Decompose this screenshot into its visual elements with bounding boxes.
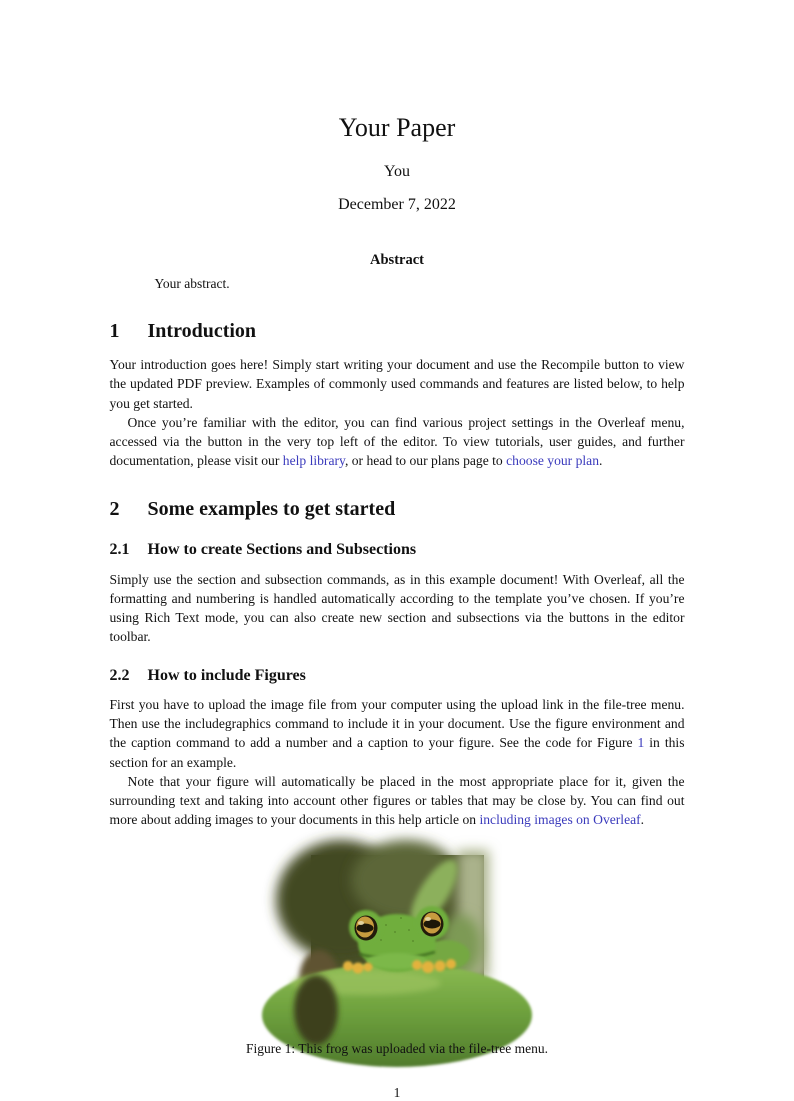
frog-photo xyxy=(311,855,484,1024)
section-2-1-title: How to create Sections and Subsections xyxy=(147,541,417,559)
figures-paragraph-2-text: Note that your figure will automatically be placed in the most appropriate place for it, given the surrounding text and taking into account other figures or tables that may be close by. You can find out more about adding images to your documents in this help article on xyxy=(109,773,685,828)
intro-paragraph-2 xyxy=(110,413,685,471)
paper-author: You xyxy=(384,163,410,181)
section-2-1-number: 2.1 xyxy=(109,541,130,559)
section-1-number: 1 xyxy=(109,320,120,343)
section-2-2-heading xyxy=(110,667,685,685)
figures-paragraph-1-text: First you have to upload the image file from your computer using the upload link in the file-tree menu. Then use the includegraphics command to include it in your document. Use the figure environment and the caption command to add a number and a caption to your figure. See the code for Figure xyxy=(109,697,685,751)
section-2-title: Some examples to get started xyxy=(147,498,396,521)
intro-paragraph-2-text: , or head to our plans page to xyxy=(344,453,507,469)
sections-paragraph: Simply use the section and subsection commands, as in this example document! With Overleaf, all the formatting and numbering is handled automatically according to the template you’ve chosen. If you’re using Rich Text mode, you can also create new section and subsections via the buttons in the editor toolbar. xyxy=(109,571,685,645)
figure-1 xyxy=(110,855,685,1057)
section-1-title: Introduction xyxy=(147,320,257,343)
paper-date: December 7, 2022 xyxy=(338,196,456,214)
figure-1-ref-link[interactable]: 1 xyxy=(637,735,645,751)
help-library-link[interactable]: help library xyxy=(282,453,345,469)
section-2-1-heading xyxy=(110,541,685,559)
intro-paragraph-1: Your introduction goes here! Simply start writing your document and use the Recompile button to view the updated PDF preview. Examples of commonly used commands and features are listed below, to help you get started. xyxy=(109,357,685,411)
including-images-link[interactable]: including images on Overleaf xyxy=(479,812,641,828)
section-2-number: 2 xyxy=(109,498,120,521)
figures-paragraph-2 xyxy=(110,772,685,830)
section-1-heading xyxy=(110,320,685,343)
figure-1-caption: Figure 1: This frog was uploaded via the file-tree menu. xyxy=(246,1041,548,1057)
choose-your-plan-link[interactable]: choose your plan xyxy=(506,453,600,469)
section-2-2-title: How to include Figures xyxy=(147,666,306,684)
abstract-heading: Abstract xyxy=(370,252,424,269)
section-2-2-number: 2.2 xyxy=(109,666,130,684)
section-2-heading xyxy=(110,498,685,521)
figures-paragraph-2-text: . xyxy=(640,812,645,828)
figures-paragraph-1 xyxy=(110,695,685,772)
document-page xyxy=(110,0,685,1101)
page-number: 1 xyxy=(393,1085,401,1101)
intro-paragraph-2-text: Once you’re familiar with the editor, you can find various project settings in the Overleaf menu, accessed via the button in the very top left of the editor. To view tutorials, user guides, and further documentation, please visit our xyxy=(109,414,685,469)
figures-paragraph-1-text: in this section for an example. xyxy=(109,735,685,770)
abstract-text: Your abstract. xyxy=(154,276,230,292)
intro-paragraph-2-text: . xyxy=(599,453,603,469)
paper-title: Your Paper xyxy=(338,113,456,142)
